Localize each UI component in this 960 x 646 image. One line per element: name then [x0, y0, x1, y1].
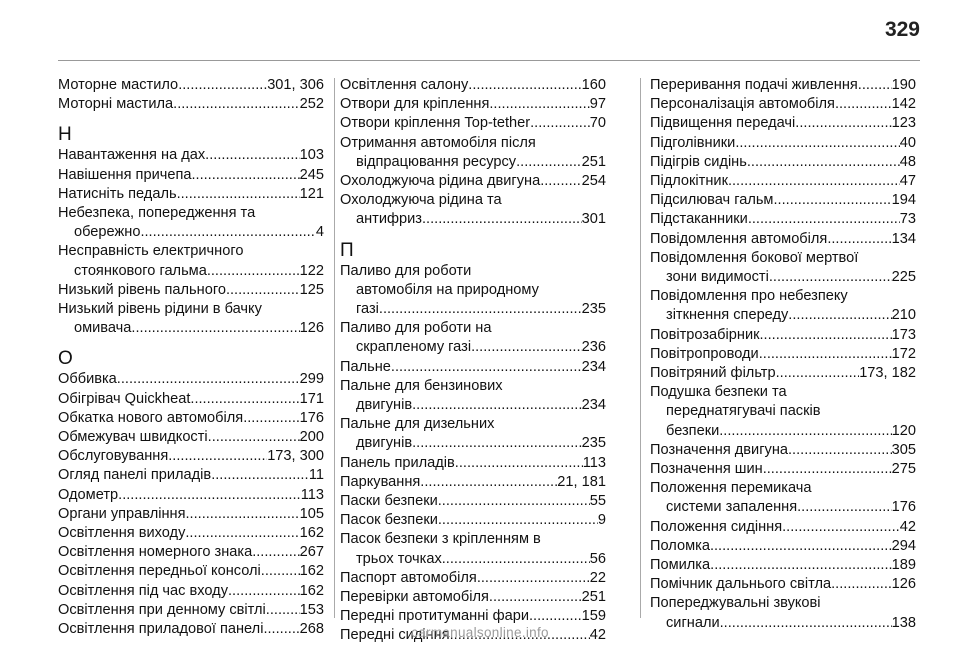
- entry-term: Підвищення передачі: [650, 115, 796, 132]
- entry-term: Помічник дальнього світла: [650, 576, 832, 593]
- dot-leader: [190, 390, 299, 409]
- entry-term: Натисніть педаль: [58, 185, 177, 202]
- section-letter: Н: [58, 124, 72, 146]
- entry-term: Органи управління: [58, 505, 186, 522]
- index-entry: [650, 345, 916, 364]
- entry-page-refs: 236: [581, 339, 606, 356]
- index-entry: [340, 473, 606, 492]
- dot-leader: [710, 537, 892, 556]
- dot-leader: [379, 300, 582, 319]
- dot-leader: [140, 223, 315, 242]
- index-entry: [58, 185, 324, 204]
- index-entry: [340, 358, 606, 377]
- index-entry-heading: Пасок безпеки з кріпленням в: [340, 531, 541, 548]
- entry-page-refs: 126: [299, 320, 324, 337]
- entry-page-refs: 138: [891, 614, 916, 631]
- entry-term: скрапленому газі: [356, 339, 472, 356]
- index-entry: [58, 505, 324, 524]
- entry-term: Підсилювач гальм: [650, 192, 774, 209]
- entry-page-refs: 275: [891, 461, 916, 478]
- index-entry-heading: Пальне для бензинових: [340, 377, 503, 394]
- entry-term: Помилка: [650, 557, 711, 574]
- index-entry: [650, 153, 916, 172]
- dot-leader: [391, 358, 582, 377]
- entry-term: Повітропроводи: [650, 345, 759, 362]
- index-entry-heading: Паливо для роботи: [340, 262, 472, 279]
- index-entry: [650, 306, 916, 325]
- entry-term: Передні сидіння: [340, 627, 450, 644]
- index-entry: [340, 114, 606, 133]
- index-entry: [58, 319, 324, 338]
- dot-leader: [763, 460, 892, 479]
- index-entry: [58, 390, 324, 409]
- dot-leader: [185, 505, 299, 524]
- dot-leader: [759, 326, 891, 345]
- dot-leader: [168, 447, 267, 466]
- dot-leader: [211, 466, 309, 485]
- entry-term: Переривання подачі живлення: [650, 77, 858, 93]
- index-entry: [340, 95, 606, 114]
- entry-term: Поломка: [650, 537, 710, 554]
- entry-page-refs: 301: [581, 211, 606, 228]
- dot-leader: [795, 114, 891, 133]
- entry-term: Паспорт автомобіля: [340, 569, 477, 586]
- entry-page-refs: 4: [315, 224, 324, 241]
- entry-page-refs: 162: [299, 563, 324, 580]
- dot-leader: [797, 498, 892, 517]
- entry-term: Моторні мастила: [58, 96, 174, 113]
- entry-page-refs: 299: [299, 371, 324, 388]
- index-entry: [340, 550, 606, 569]
- entry-page-refs: 21, 181: [557, 473, 606, 490]
- entry-term: Паркування: [340, 473, 421, 490]
- entry-term: Пальне: [340, 358, 391, 375]
- index-entry: [340, 511, 606, 530]
- index-entry: [340, 172, 606, 191]
- dot-leader: [719, 422, 891, 441]
- entry-page-refs: 9: [597, 512, 606, 529]
- dot-leader: [835, 95, 892, 114]
- entry-page-refs: 268: [299, 621, 324, 638]
- entry-page-refs: 42: [899, 518, 916, 535]
- entry-page-refs: 210: [891, 307, 916, 324]
- index-entry: [58, 262, 324, 281]
- entry-term: Повітряний фільтр: [650, 365, 776, 382]
- entry-page-refs: 173, 300: [267, 448, 324, 465]
- dot-leader: [489, 95, 589, 114]
- index-entry: [650, 326, 916, 345]
- entry-term: зіткнення спереду: [666, 307, 789, 324]
- dot-leader: [208, 428, 300, 447]
- entry-page-refs: 105: [299, 505, 324, 522]
- dot-leader: [243, 409, 299, 428]
- dot-leader: [529, 607, 582, 626]
- dot-leader: [205, 146, 299, 165]
- entry-page-refs: 176: [891, 499, 916, 516]
- entry-page-refs: 162: [299, 525, 324, 542]
- index-entry: [340, 338, 606, 357]
- index-column-1: [58, 76, 324, 639]
- entry-term: омивача: [74, 320, 132, 337]
- index-entry: [58, 370, 324, 389]
- entry-page-refs: 40: [899, 134, 916, 151]
- index-entry: [340, 588, 606, 607]
- dot-leader: [773, 191, 891, 210]
- index-entry: [650, 460, 916, 479]
- page-number: 329: [884, 18, 920, 41]
- index-entry: [650, 172, 916, 191]
- entry-term: Отвори кріплення Top-tether: [340, 115, 531, 132]
- entry-term: трьох точках: [356, 550, 442, 567]
- entry-term: сигнали: [666, 614, 720, 631]
- entry-page-refs: 159: [581, 608, 606, 625]
- dot-leader: [191, 166, 299, 185]
- index-entry: [58, 409, 324, 428]
- entry-page-refs: 73: [899, 211, 916, 228]
- index-entry-heading: Попереджувальні звукові: [650, 595, 821, 612]
- entry-page-refs: 245: [299, 166, 324, 183]
- header-rule: [58, 60, 920, 61]
- entry-term: Освітлення виходу: [58, 525, 186, 542]
- entry-term: Одометр: [58, 486, 119, 503]
- dot-leader: [759, 345, 892, 364]
- entry-page-refs: 48: [899, 153, 916, 170]
- index-entry: [650, 191, 916, 210]
- index-entry: [58, 447, 324, 466]
- dot-leader: [471, 338, 582, 357]
- entry-term: Підстаканники: [650, 211, 748, 228]
- index-entry: [58, 486, 324, 505]
- entry-term: Підлокітник: [650, 173, 728, 190]
- entry-page-refs: 305: [891, 441, 916, 458]
- entry-term: Панель приладів: [340, 454, 455, 471]
- index-entry-heading: Повідомлення про небезпеку: [650, 288, 848, 305]
- index-entry-heading: Подушка безпеки та: [650, 384, 787, 401]
- entry-term: Освітлення при денному світлі: [58, 601, 266, 618]
- dot-leader: [118, 486, 301, 505]
- dot-leader: [226, 281, 300, 300]
- entry-page-refs: 126: [891, 576, 916, 593]
- index-entry: [58, 146, 324, 165]
- dot-leader: [858, 76, 892, 95]
- entry-page-refs: 251: [581, 153, 606, 170]
- entry-term: обережно: [74, 224, 141, 241]
- index-entry: [650, 76, 916, 95]
- entry-term: Освітлення передньої консолі: [58, 563, 261, 580]
- dot-leader: [117, 370, 300, 389]
- dot-leader: [412, 396, 582, 415]
- dot-leader: [420, 473, 557, 492]
- entry-term: Освітлення номерного знака: [58, 544, 253, 561]
- index-entry: [340, 454, 606, 473]
- entry-page-refs: 172: [891, 345, 916, 362]
- entry-page-refs: 160: [581, 77, 606, 93]
- entry-page-refs: 11: [308, 467, 324, 484]
- entry-term: Навантаження на дах: [58, 147, 206, 164]
- entry-term: Обслуговування: [58, 448, 169, 465]
- entry-term: Положення сидіння: [650, 518, 783, 535]
- entry-term: Передні протитуманні фари: [340, 608, 529, 625]
- dot-leader: [776, 364, 860, 383]
- dot-leader: [266, 601, 300, 620]
- index-entry: [650, 134, 916, 153]
- entry-page-refs: 251: [581, 589, 606, 606]
- entry-page-refs: 235: [581, 435, 606, 452]
- entry-page-refs: 47: [899, 173, 916, 190]
- entry-term: Обігрівач Quickheat: [58, 390, 191, 407]
- index-entry-heading: автомобіля на природному: [356, 281, 539, 298]
- index-entry-heading: Низький рівень рідини в бачку: [58, 301, 262, 318]
- index-entry: [340, 210, 606, 229]
- index-column-2: [340, 76, 606, 646]
- dot-leader: [131, 319, 299, 338]
- dot-leader: [540, 172, 581, 191]
- entry-page-refs: 103: [299, 147, 324, 164]
- entry-term: системи запалення: [666, 499, 798, 516]
- entry-term: Навішення причепа: [58, 166, 192, 183]
- index-entry: [650, 518, 916, 537]
- index-entry: [650, 498, 916, 517]
- entry-page-refs: 294: [891, 537, 916, 554]
- dot-leader: [468, 76, 581, 95]
- dot-leader: [477, 569, 590, 588]
- entry-term: Низький рівень пального: [58, 281, 226, 298]
- entry-term: Підігрів сидінь: [650, 153, 747, 170]
- entry-page-refs: 267: [299, 544, 324, 561]
- index-entry: [340, 76, 606, 95]
- index-entry: [58, 166, 324, 185]
- dot-leader: [422, 210, 582, 229]
- entry-page-refs: 200: [299, 429, 324, 446]
- entry-page-refs: 171: [299, 390, 324, 407]
- dot-leader: [788, 306, 891, 325]
- index-entry: [650, 556, 916, 575]
- dot-leader: [207, 262, 300, 281]
- column-divider-1: [334, 78, 335, 618]
- index-entry: [340, 396, 606, 415]
- entry-page-refs: 113: [300, 486, 324, 503]
- dot-leader: [728, 172, 900, 191]
- index-entry: [58, 524, 324, 543]
- dot-leader: [788, 441, 892, 460]
- entry-page-refs: 134: [891, 230, 916, 247]
- index-entry-heading: Повідомлення бокової мертвої: [650, 249, 859, 266]
- entry-term: безпеки: [666, 422, 720, 439]
- entry-page-refs: 120: [891, 422, 916, 439]
- index-entry: [58, 582, 324, 601]
- entry-page-refs: 235: [581, 301, 606, 318]
- entry-term: Повідомлення автомобіля: [650, 230, 828, 247]
- index-entry-heading: Отримання автомобіля після: [340, 134, 536, 151]
- entry-page-refs: 70: [589, 115, 606, 132]
- entry-page-refs: 121: [299, 185, 324, 202]
- index-entry: [650, 364, 916, 383]
- index-entry: [650, 230, 916, 249]
- entry-page-refs: 176: [299, 409, 324, 426]
- dot-leader: [178, 76, 267, 95]
- index-entry: [650, 422, 916, 441]
- entry-page-refs: 56: [589, 550, 606, 567]
- dot-leader: [782, 518, 900, 537]
- index-column-3: [650, 76, 916, 633]
- index-entry-heading: Положення перемикача: [650, 480, 812, 497]
- entry-page-refs: 173, 182: [859, 365, 916, 382]
- index-entry-heading: Пальне для дизельних: [340, 416, 495, 433]
- entry-term: газі: [356, 301, 379, 318]
- entry-term: відпрацювання ресурсу: [356, 153, 517, 170]
- entry-page-refs: 189: [891, 557, 916, 574]
- entry-term: Підголівники: [650, 134, 736, 151]
- entry-page-refs: 153: [299, 601, 324, 618]
- index-entry: [650, 575, 916, 594]
- entry-page-refs: 125: [299, 281, 324, 298]
- section-letter: О: [58, 348, 73, 370]
- index-entry: [58, 466, 324, 485]
- entry-term: Моторне мастило: [58, 77, 179, 93]
- entry-term: Перевірки автомобіля: [340, 589, 489, 606]
- entry-page-refs: 162: [299, 582, 324, 599]
- entry-page-refs: 254: [581, 173, 606, 190]
- dot-leader: [710, 556, 892, 575]
- entry-term: Паски безпеки: [340, 493, 438, 510]
- index-entry: [650, 114, 916, 133]
- dot-leader: [827, 230, 891, 249]
- dot-leader: [228, 582, 300, 601]
- index-entry: [58, 281, 324, 300]
- entry-page-refs: 190: [891, 77, 916, 93]
- entry-term: зони видимості: [666, 269, 769, 286]
- entry-page-refs: 225: [891, 269, 916, 286]
- index-entry: [650, 210, 916, 229]
- entry-page-refs: 142: [891, 96, 916, 113]
- index-entry: [58, 95, 324, 114]
- index-entry-heading: переднатягувачі пасків: [666, 403, 821, 420]
- index-entry: [650, 95, 916, 114]
- watermark: carmanualsonline.info: [411, 625, 549, 640]
- index-entry: [340, 607, 606, 626]
- entry-page-refs: 55: [589, 493, 606, 510]
- entry-term: Обкатка нового автомобіля: [58, 409, 244, 426]
- entry-term: Освітлення салону: [340, 77, 469, 93]
- index-entry: [650, 268, 916, 287]
- dot-leader: [438, 511, 598, 530]
- entry-term: Освітлення під час входу: [58, 582, 228, 599]
- dot-leader: [177, 185, 300, 204]
- section-letter: П: [340, 239, 354, 261]
- entry-term: Позначення двигуна: [650, 441, 788, 458]
- dot-leader: [748, 210, 900, 229]
- dot-leader: [442, 550, 590, 569]
- index-entry: [650, 441, 916, 460]
- entry-page-refs: 22: [589, 569, 606, 586]
- dot-leader: [261, 562, 300, 581]
- entry-term: Повітрозабірник: [650, 326, 760, 343]
- dot-leader: [252, 543, 299, 562]
- dot-leader: [489, 588, 582, 607]
- dot-leader: [185, 524, 299, 543]
- index-entry: [340, 300, 606, 319]
- entry-term: Позначення шин: [650, 461, 763, 478]
- entry-page-refs: 42: [589, 627, 606, 644]
- index-entry: [340, 153, 606, 172]
- entry-term: антифриз: [356, 211, 422, 228]
- entry-page-refs: 252: [299, 96, 324, 113]
- entry-page-refs: 122: [299, 262, 324, 279]
- dot-leader: [516, 153, 582, 172]
- index-entry: [58, 543, 324, 562]
- index-entry-heading: Небезпека, попередження та: [58, 205, 256, 222]
- entry-term: Оббивка: [58, 371, 117, 388]
- entry-page-refs: 123: [891, 115, 916, 132]
- entry-page-refs: 173: [891, 326, 916, 343]
- dot-leader: [438, 492, 590, 511]
- dot-leader: [747, 153, 900, 172]
- index-entry-heading: Охолоджуюча рідина та: [340, 192, 502, 209]
- entry-term: Отвори для кріплення: [340, 96, 490, 113]
- dot-leader: [455, 454, 583, 473]
- entry-term: Освітлення приладової панелі: [58, 621, 264, 638]
- index-entry: [650, 537, 916, 556]
- index-entry-heading: Паливо для роботи на: [340, 320, 492, 337]
- dot-leader: [735, 134, 899, 153]
- entry-page-refs: 113: [582, 454, 606, 471]
- entry-term: двигунів: [356, 435, 413, 452]
- index-entry: [58, 601, 324, 620]
- index-entry: [340, 492, 606, 511]
- entry-page-refs: 301, 306: [267, 77, 324, 93]
- dot-leader: [831, 575, 892, 594]
- dot-leader: [530, 114, 590, 133]
- dot-leader: [769, 268, 892, 287]
- entry-term: стоянкового гальма: [74, 262, 207, 279]
- dot-leader: [412, 434, 582, 453]
- column-divider-2: [640, 78, 641, 618]
- index-entry: [340, 569, 606, 588]
- entry-term: Пасок безпеки: [340, 512, 438, 529]
- entry-term: Обмежувач швидкості: [58, 429, 208, 446]
- index-entry: [340, 434, 606, 453]
- index-entry-heading: Несправність електричного: [58, 243, 244, 260]
- dot-leader: [173, 95, 300, 114]
- entry-term: двигунів: [356, 397, 413, 414]
- index-entry: [58, 562, 324, 581]
- index-entry: [58, 76, 324, 95]
- entry-page-refs: 194: [891, 192, 916, 209]
- index-entry: [58, 428, 324, 447]
- entry-term: Огляд панелі приладів: [58, 467, 212, 484]
- index-entry: [58, 223, 324, 242]
- entry-page-refs: 97: [589, 96, 606, 113]
- entry-term: Охолоджуюча рідина двигуна: [340, 173, 541, 190]
- entry-page-refs: 234: [581, 358, 606, 375]
- entry-page-refs: 234: [581, 397, 606, 414]
- entry-term: Персоналізація автомобіля: [650, 96, 835, 113]
